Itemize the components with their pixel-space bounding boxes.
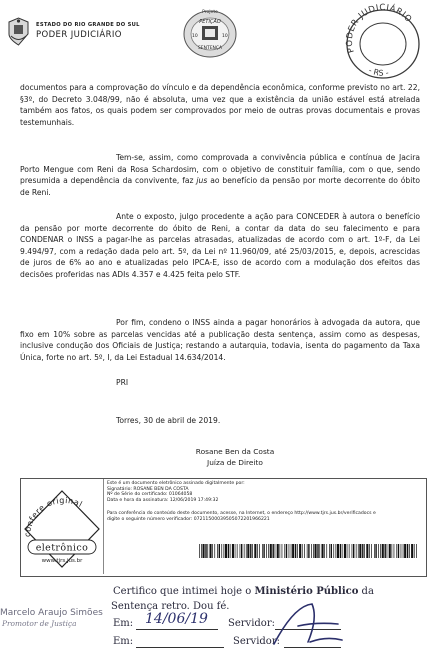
barcode-bar [286,544,287,558]
barcode-bar [252,544,253,558]
barcode-bar [235,544,236,558]
stamp-top-text: PODER JUDICIÁRIO [344,2,414,54]
barcode-bar [304,544,305,558]
paragraph-1: documentos para a comprovação do vínculo e da dependência econômica, conforme previsto no art. 22, §3º, do Decreto 3.048/99, não é absoluta, uma vez que a existência da união estável está atrelada também aos fatos, os quais podem ser comprovados por meio de outras provas documentais e provas testemunhais. [20,83,420,127]
barcode-bar [263,544,264,558]
barcode-bar [292,544,294,558]
em-label-1: Em: [113,618,134,629]
barcode-bar [380,544,381,558]
barcode-bar [369,544,370,558]
barcode-icon [198,544,419,558]
barcode-bar [331,544,332,558]
signature-signatory: Signatário: ROSANE BEN DA COSTA [107,486,189,492]
barcode-bar [366,544,368,558]
barcode-bar [364,544,365,558]
barcode-bar [240,544,241,558]
certification-line-2: Sentença retro. Dou fé. [111,601,230,612]
em-label-2: Em: [113,636,134,647]
barcode-bar [401,544,402,558]
barcode-bar [295,544,296,558]
coat-of-arms-icon [6,16,31,46]
barcode-bar [307,544,308,558]
svg-text:PODER JUDICIÁRIO [345,2,414,54]
barcode-bar [336,544,337,558]
svg-text:confere original [23,496,84,537]
barcode-bar [398,544,399,558]
pri-text: PRI [116,378,129,387]
barcode-bar [378,544,379,558]
barcode-bar [254,544,256,558]
barcode-bar [214,544,215,558]
barcode-bar [299,544,301,558]
barcode-bar [403,544,404,558]
barcode-bar [237,544,238,558]
promotor-role: Promotor de Justiça [2,619,77,628]
barcode-bar [230,544,231,558]
signature-line-1: Este é um documento eletrônico assinado digitalmente por: [107,481,245,486]
logo-url: www.tjrs.jus.br [41,558,83,564]
barcode-bar [324,544,325,558]
signature-verify-line: Para conferência do conteúdo deste documento, acesse, na Internet, o endereço http://www.tjrs.jus.br/verificadocs e [107,511,376,516]
barcode-bar [411,544,413,558]
barcode-bar [409,544,410,558]
logo-eletronico: eletrônico [35,542,89,554]
barcode-bar [262,544,263,558]
barcode-bar [212,544,213,558]
barcode-bar [250,544,251,558]
seal-top-text: Projeto [202,10,218,15]
barcode-bar [225,544,227,558]
state-line: ESTADO DO RIO GRANDE DO SUL [36,22,140,28]
barcode-bar [201,544,202,558]
barcode-bar [392,544,393,558]
barcode-bar [284,544,285,558]
cert-text-mp: Ministério Público [254,586,359,597]
barcode-bar [221,544,222,558]
paragraph-4-text: Por fim, condeno o INSS ainda a pagar honorários à advogada da autora, que fixo em 10% sobre as parcelas vencidas até a publicação desta sentença, assim como as despesas, inclusive condução dos Oficiais de Justiça; restando a autarquia, todavia, isenta do pagamento da Taxa Única, forte no art. 5º, I, da Lei Estadual 14.634/2014. [20,318,420,362]
barcode-bar [302,544,303,558]
paragraph-2-italic: jus [196,176,208,186]
barcode-bar [224,544,225,558]
handwritten-date: 14/06/19 [145,611,208,627]
servidor-handwritten-signature [268,600,346,650]
barcode-bar [356,544,357,558]
barcode-bar [344,544,346,558]
promotor-signature-name: Marcelo Araujo Simões [0,608,103,618]
barcode-bar [203,544,205,558]
paragraph-3 [20,211,420,281]
place-date: Torres, 30 de abril de 2019. [116,416,221,425]
barcode-bar [259,544,260,558]
barcode-bar [374,544,375,558]
barcode-bar [266,544,267,558]
barcode-bar [326,544,327,558]
barcode-bar [394,544,395,558]
barcode-bar [322,544,324,558]
barcode-bar [319,544,320,558]
barcode-bar [277,544,279,558]
paragraph-4 [20,317,420,363]
barcode-bar [207,544,208,558]
barcode-bar [329,544,330,558]
barcode-bar [382,544,384,558]
barcode-bar [257,544,258,558]
barcode-bar [311,544,312,558]
logo-confere-original: confere original [22,495,85,538]
barcode-bar [268,544,269,558]
barcode-bar [371,544,372,558]
barcode-bar [241,544,242,558]
barcode-bar [396,544,397,558]
barcode-bar [317,544,318,558]
cert-text-a: Certifico que intimei hoje o [113,586,255,597]
judge-name: Rosane Ben da Costa [195,447,275,456]
barcode-bar [359,544,361,558]
barcode-bar [349,544,350,558]
barcode-bar [362,544,363,558]
barcode-bar [282,544,283,558]
judge-role: Juíza de Direito [207,458,263,467]
barcode-bar [210,544,212,558]
barcode-bar [313,544,314,558]
barcode-bar [342,544,343,558]
servidor-label-1: Servidor: [228,618,275,629]
judiciary-line: PODER JUDICIÁRIO [36,30,122,40]
barcode-bar [275,544,276,558]
barcode-bar [375,544,376,558]
barcode-bar [358,544,359,558]
barcode-bar [315,544,317,558]
cert-text-c: da [358,586,374,597]
barcode-bar [244,544,245,558]
em-underline-2 [136,647,224,648]
barcode-bar [352,544,353,558]
servidor-label-2: Servidor: [233,636,280,647]
barcode-bar [297,544,298,558]
barcode-bar [205,544,206,558]
barcode-bar [228,544,229,558]
signature-verify-number: digite o seguinte número verificador: 072115000395050722019662​21 [107,516,270,522]
seal-number-right: 10 [222,34,228,39]
barcode-bar [270,544,272,558]
certification-line-1 [113,586,374,597]
barcode-bar [280,544,281,558]
barcode-bar [291,544,292,558]
paragraph-2-end: ao benefício da pensão por morte decorrente do óbito de Reni. [20,176,420,197]
barcode-bar [414,544,415,558]
signature-box-divider [103,479,104,574]
paragraph-2 [20,152,420,198]
barcode-bar [199,544,200,558]
barcode-bar [340,544,341,558]
electronic-original-logo [21,479,103,574]
barcode-bar [387,544,388,558]
barcode-bar [407,544,408,558]
barcode-bar [247,544,249,558]
barcode-bar [337,544,339,558]
stamp-bottom-text: - RS - [367,65,390,78]
barcode-bar [246,544,247,558]
barcode-bar [289,544,290,558]
barcode-bar [308,544,309,558]
signature-datetime: Data e hora da assinatura: 12/06/2019 17:49:32 [107,497,219,503]
paragraph-3-text: Ante o exposto, julgo procedente a ação para CONCEDER à autora o benefício da pensão por morte decorrente do óbito de Reni, a contar da data do seu falecimento e para CONDENAR o INSS a pagar-lhe as parcelas atrasadas, atualizadas de acordo com o art. 1º-F, da Lei 9.494/97, com a redação dada pelo art. 5º, da Lei nº 11.960/09, até 25/03/2015, e, depois, acrescidas de juros de 6% ao ano e atualizadas pelo IPCA-E, isso de acordo com a modulação dos efeitos das decisões proferidas nas ADIs 4.357 e 4.425 feita pelo STF. [20,212,420,279]
seal-word-sentenca: SENTENÇA [197,46,223,51]
seal-word-peticao: PETIÇÃO [199,19,221,25]
barcode-bar [232,544,234,558]
barcode-bar [347,544,348,558]
barcode-bar [404,544,406,558]
barcode-bar [217,544,218,558]
judiciary-round-stamp [338,2,426,84]
barcode-bar [333,544,334,558]
barcode-bar [353,544,354,558]
barcode-bar [273,544,274,558]
paragraph-2-start: Tem-se, assim, como comprovada a convivência pública e contínua de Jacira Porto Mengue com Reni da Rosa Schardosim, com o objetivo de constituir família, com o que, sendo presumida a dependência da convivente, faz [20,153,420,186]
signature-certificate-serial: Nº de Série do certificado: 01064058 [107,492,193,497]
barcode-bar [385,544,386,558]
seal-number-left: 10 [192,34,198,39]
petition-project-seal-icon [178,4,242,60]
barcode-bar [416,544,417,558]
barcode-bar [389,544,391,558]
em-underline-1 [136,629,218,630]
barcode-bar [219,544,220,558]
